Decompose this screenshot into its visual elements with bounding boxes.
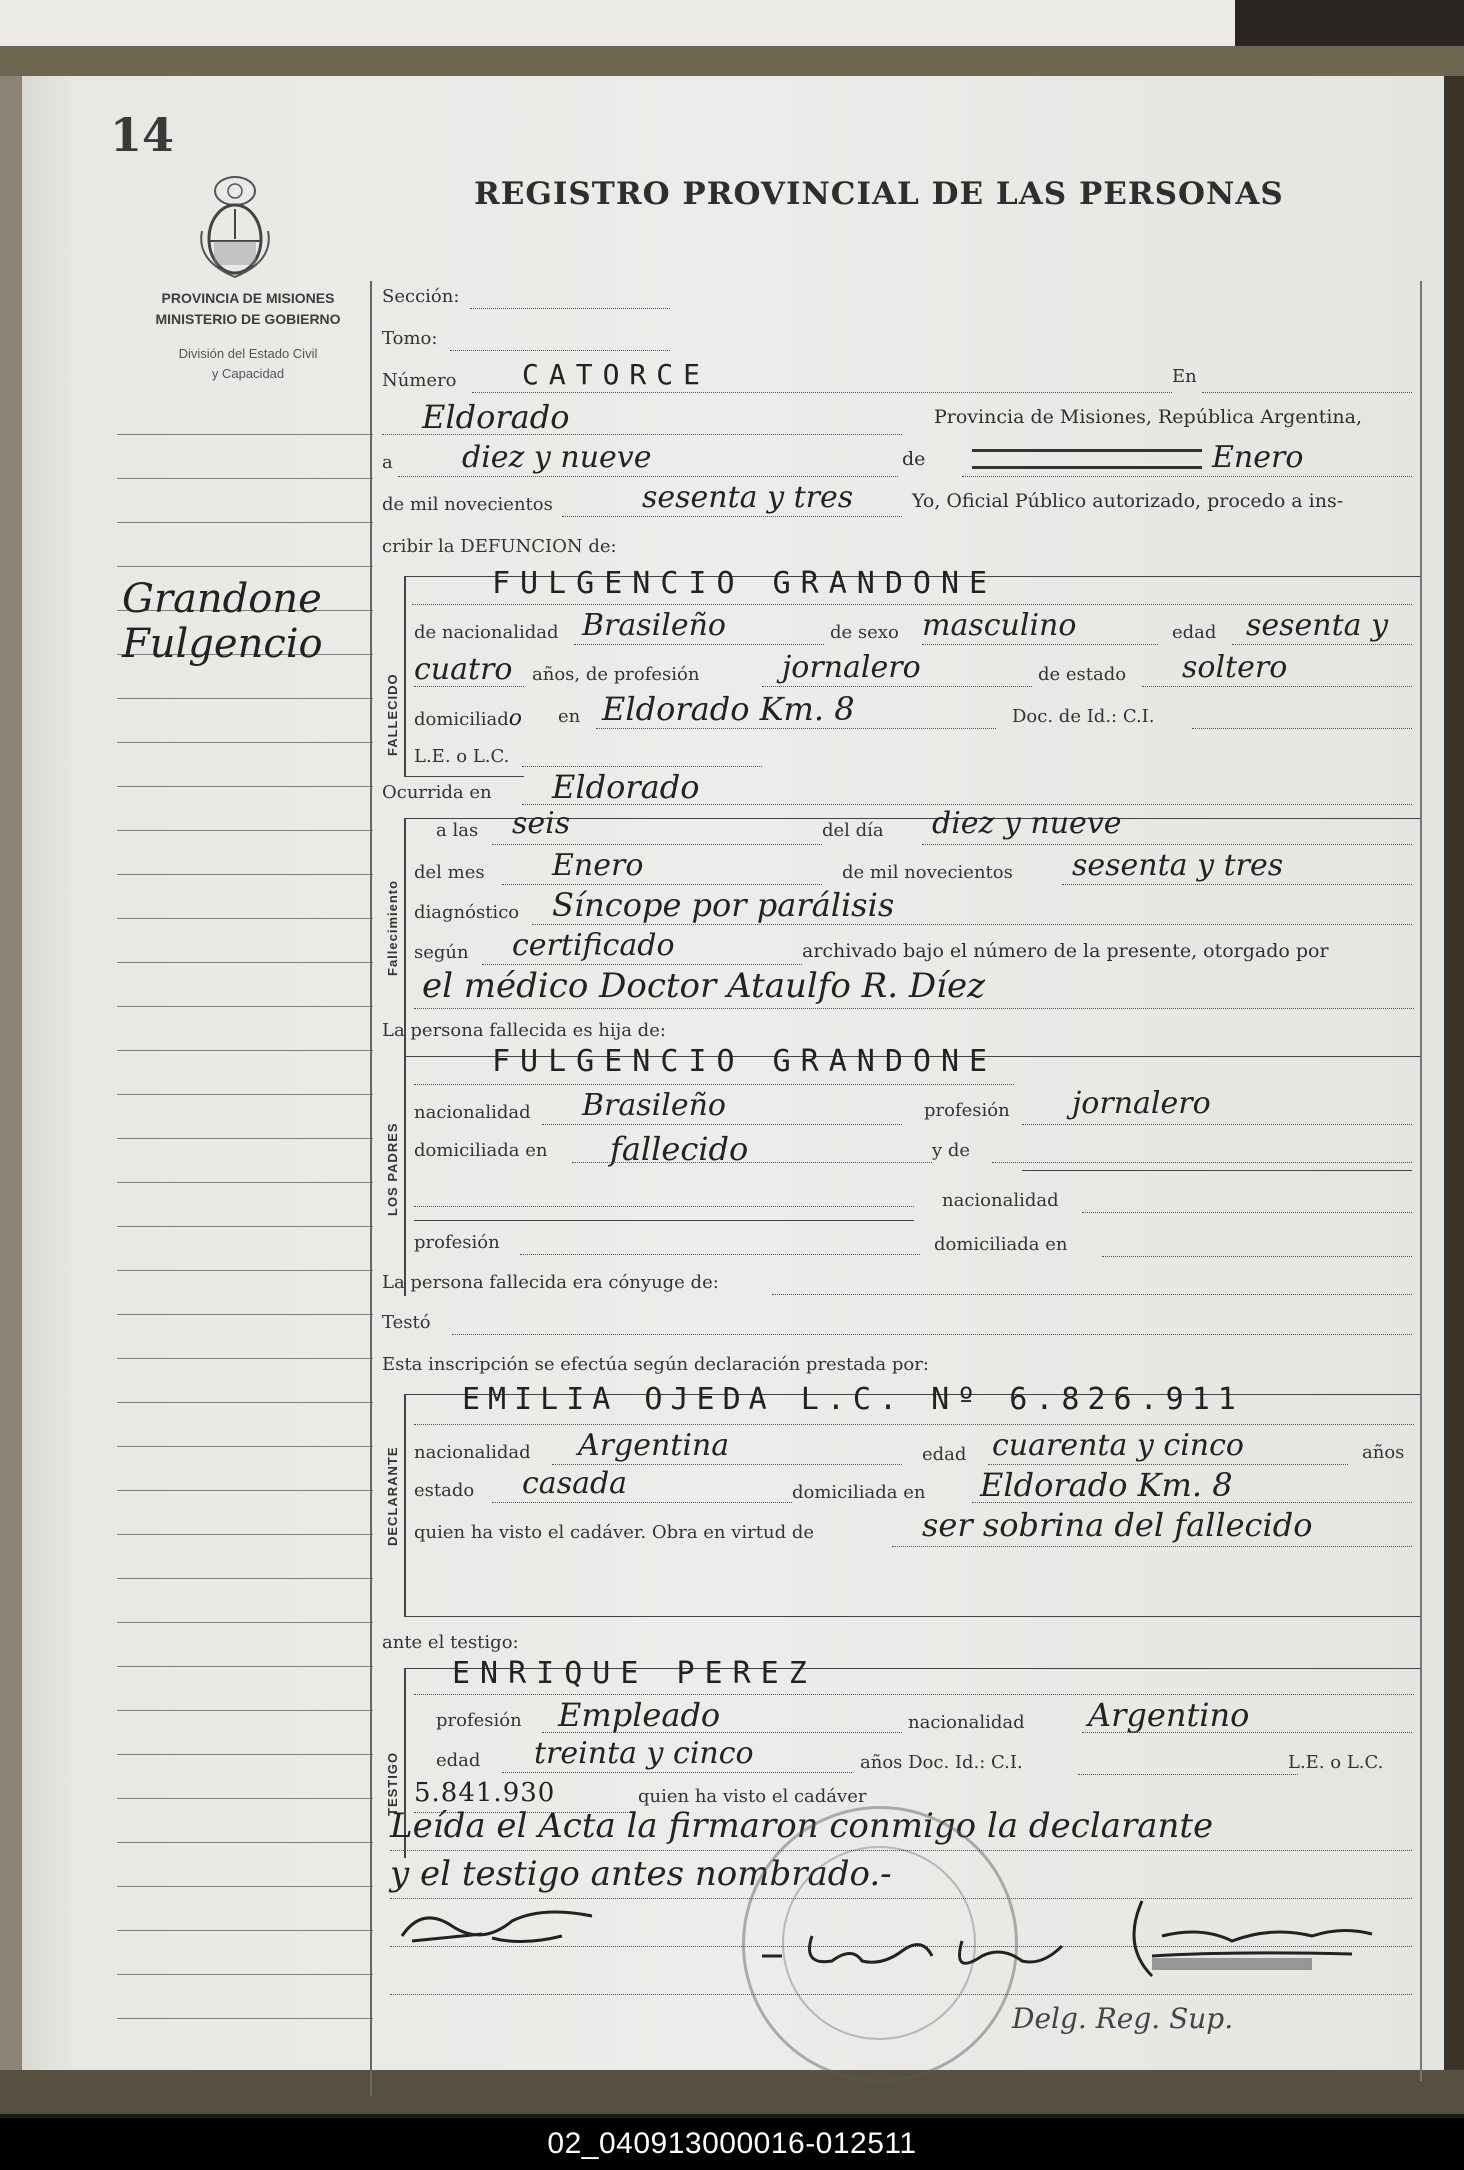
month-text: Enero <box>1212 440 1304 475</box>
declarante-name: EMILIA OJEDA L.C. Nº 6.826.911 <box>462 1382 1244 1417</box>
officer-signature-icon <box>392 1896 622 1956</box>
declarante-estado-value: casada <box>522 1466 628 1501</box>
edad-label: edad <box>1172 622 1217 643</box>
year-value: sesenta y tres <box>642 480 854 515</box>
sexo-label: de sexo <box>830 622 899 643</box>
diagnostico-label: diagnóstico <box>414 902 520 923</box>
province-text: Provincia de Misiones, República Argentina, <box>934 406 1363 428</box>
a-label: a <box>382 452 393 473</box>
margin-surname: Grandone <box>122 576 322 622</box>
testigo-nacionalidad-label: nacionalidad <box>908 1712 1025 1733</box>
declarante-virtud-value: ser sobrina del fallecido <box>922 1506 1313 1544</box>
book-edge <box>1235 0 1464 46</box>
inscribir-text: cribir la DEFUNCION de: <box>382 536 617 557</box>
margin-given-name: Fulgencio <box>122 621 323 667</box>
issuer-division: División del Estado Civil <box>178 346 318 361</box>
book-cover-right <box>1444 76 1464 2096</box>
month-value <box>972 440 1303 475</box>
segun-value: certificado <box>512 928 675 963</box>
domicilio-en-label: en <box>558 706 581 727</box>
registrar-signature-icon <box>1082 1896 1382 1996</box>
underlying-sheet <box>0 0 1235 46</box>
fallecido-name: FULGENCIO GRANDONE <box>492 566 998 601</box>
testigo-doc-value: 5.841.930 <box>414 1778 556 1808</box>
declarante-estado-label: estado <box>414 1480 475 1501</box>
declarante-nacionalidad-label: nacionalidad <box>414 1442 531 1463</box>
issuer-subheading <box>114 344 382 384</box>
domicilio-label-text: domiciliad <box>414 709 509 730</box>
issuer-ministry: MINISTERIO DE GOBIERNO <box>155 311 341 327</box>
padres-intro: La persona fallecida es hija de: <box>382 1020 666 1041</box>
edad-value-2: cuatro <box>414 652 513 687</box>
testigo-edad-value: treinta y cinco <box>534 1736 754 1771</box>
sexo-value: masculino <box>922 608 1077 643</box>
declarant-signature-icon <box>752 1916 1072 1986</box>
book-cover-bottom <box>0 2070 1464 2114</box>
page-stack-left <box>0 76 22 2096</box>
testigo-profesion-label: profesión <box>436 1710 522 1731</box>
image-caption: 02_040913000016-012511 <box>0 2118 1464 2170</box>
padres-nacionalidad-label: nacionalidad <box>414 1102 531 1123</box>
officer-stamp-text: Delg. Reg. Sup. <box>1012 2002 1234 2035</box>
testigo-edad-label: edad <box>436 1750 481 1771</box>
padres-domiciliada-value: fallecido <box>610 1130 749 1168</box>
testigo-le-label: L.E. o L.C. <box>1288 1752 1384 1773</box>
book-cover-band <box>0 46 1464 76</box>
declarante-edad-value: cuarenta y cinco <box>992 1428 1244 1463</box>
archivado-text: archivado bajo el número de la presente, otorgado por <box>802 940 1329 962</box>
del-dia-label: del día <box>822 820 884 841</box>
right-divider <box>1420 281 1422 2081</box>
conyuge-label: La persona fallecida era cónyuge de: <box>382 1272 719 1293</box>
place-value: Eldorado <box>422 398 570 436</box>
domicilio-suffix: o <box>508 706 523 731</box>
ocurrida-label: Ocurrida en <box>382 782 492 803</box>
a-las-value: seis <box>512 806 571 841</box>
padres-profesion2-label: profesión <box>414 1232 500 1253</box>
testigo-profesion-value: Empleado <box>558 1696 721 1734</box>
fallecimiento-section-label: Fallecimiento <box>385 879 400 976</box>
le-label: L.E. o L.C. <box>414 746 510 767</box>
officer-text: Yo, Oficial Público autorizado, procedo a ins- <box>912 490 1344 512</box>
mil-novecientos-value: sesenta y tres <box>1072 848 1284 883</box>
tomo-label: Tomo: <box>382 328 438 349</box>
fallecido-nacionalidad-value: Brasileño <box>582 608 726 643</box>
ocurrida-value: Eldorado <box>552 768 700 806</box>
padres-domiciliada2-label: domiciliada en <box>934 1234 1068 1255</box>
issuer-heading <box>114 288 382 330</box>
edad-value-1: sesenta y <box>1246 608 1389 643</box>
padres-nacionalidad-value: Brasileño <box>582 1088 726 1123</box>
issuer-province: PROVINCIA DE MISIONES <box>161 290 335 306</box>
register-page <box>22 76 1444 2070</box>
declarante-bar <box>404 1394 406 1616</box>
en-label: En <box>1172 366 1197 387</box>
numero-value: CATORCE <box>522 358 711 391</box>
issuer-capacity: y Capacidad <box>211 366 285 381</box>
declarante-intro: Esta inscripción se efectúa según declaración prestada por: <box>382 1354 929 1375</box>
seccion-label: Sección: <box>382 286 460 307</box>
testigo-section-label: TESTIGO <box>385 1751 400 1816</box>
declarante-visto-text: quien ha visto el cadáver. Obra en virtud de <box>414 1522 815 1543</box>
padres-profesion-value: jornalero <box>1072 1086 1211 1121</box>
testigo-name: ENRIQUE PEREZ <box>452 1656 817 1691</box>
fallecido-section-label: FALLECIDO <box>385 673 400 756</box>
page-number: 14 <box>110 108 175 162</box>
padres-profesion-label: profesión <box>924 1100 1010 1121</box>
testigo-intro: ante el testigo: <box>382 1632 519 1653</box>
del-dia-value: diez y nueve <box>932 806 1122 841</box>
coat-of-arms-icon <box>192 171 278 283</box>
y-de-label: y de <box>932 1140 971 1161</box>
del-mes-label: del mes <box>414 862 485 883</box>
a-las-label: a las <box>436 820 479 841</box>
testo-label: Testó <box>382 1312 431 1333</box>
padres-nacionalidad2-label: nacionalidad <box>942 1190 1059 1211</box>
fallecido-bar <box>404 576 406 776</box>
declarante-nacionalidad-value: Argentina <box>578 1428 730 1463</box>
segun-label: según <box>414 942 469 963</box>
testigo-visto-text: quien ha visto el cadáver <box>638 1786 867 1807</box>
doc-label: Doc. de Id.: C.I. <box>1012 706 1155 727</box>
fallecido-nacionalidad-label: de nacionalidad <box>414 622 559 643</box>
estado-label: de estado <box>1038 664 1127 685</box>
numero-label: Número <box>382 370 457 391</box>
padres-domiciliada-label: domiciliada en <box>414 1140 548 1161</box>
year-prefix: de mil novecientos <box>382 494 553 515</box>
declarante-anos-label: años <box>1362 1442 1405 1463</box>
estado-value: soltero <box>1182 650 1288 685</box>
profesion-value: jornalero <box>782 650 921 685</box>
medico-value: el médico Doctor Ataulfo R. Díez <box>422 966 985 1006</box>
declarante-domiciliada-value: Eldorado Km. 8 <box>980 1466 1233 1504</box>
testigo-nacionalidad-value: Argentino <box>1088 1696 1250 1734</box>
testigo-anos-doc-label: años Doc. Id.: C.I. <box>860 1752 1023 1773</box>
domicilio-label <box>414 706 522 731</box>
domicilio-value: Eldorado Km. 8 <box>602 690 855 728</box>
declarante-section-label: DECLARANTE <box>385 1446 400 1546</box>
diagnostico-value: Síncope por parálisis <box>552 886 895 924</box>
de-label: de <box>902 448 926 470</box>
margin-divider <box>370 281 372 2096</box>
mil-novecientos-label: de mil novecientos <box>842 862 1013 883</box>
closing-line-1: Leída el Acta la firmaron conmigo la declarante <box>390 1806 1214 1846</box>
day-value: diez y nueve <box>462 440 652 475</box>
closing-line-2: y el testigo antes nombrado.- <box>390 1854 892 1894</box>
anos-profesion-label: años, de profesión <box>532 664 700 685</box>
padres-section-label: LOS PADRES <box>385 1122 400 1216</box>
padres-bar <box>404 1056 406 1296</box>
declarante-edad-label: edad <box>922 1444 967 1465</box>
del-mes-value: Enero <box>552 848 644 883</box>
page-title: REGISTRO PROVINCIAL DE LAS PERSONAS <box>474 176 1284 212</box>
declarante-domiciliada-label: domiciliada en <box>792 1482 926 1503</box>
padre-name: FULGENCIO GRANDONE <box>492 1044 998 1079</box>
